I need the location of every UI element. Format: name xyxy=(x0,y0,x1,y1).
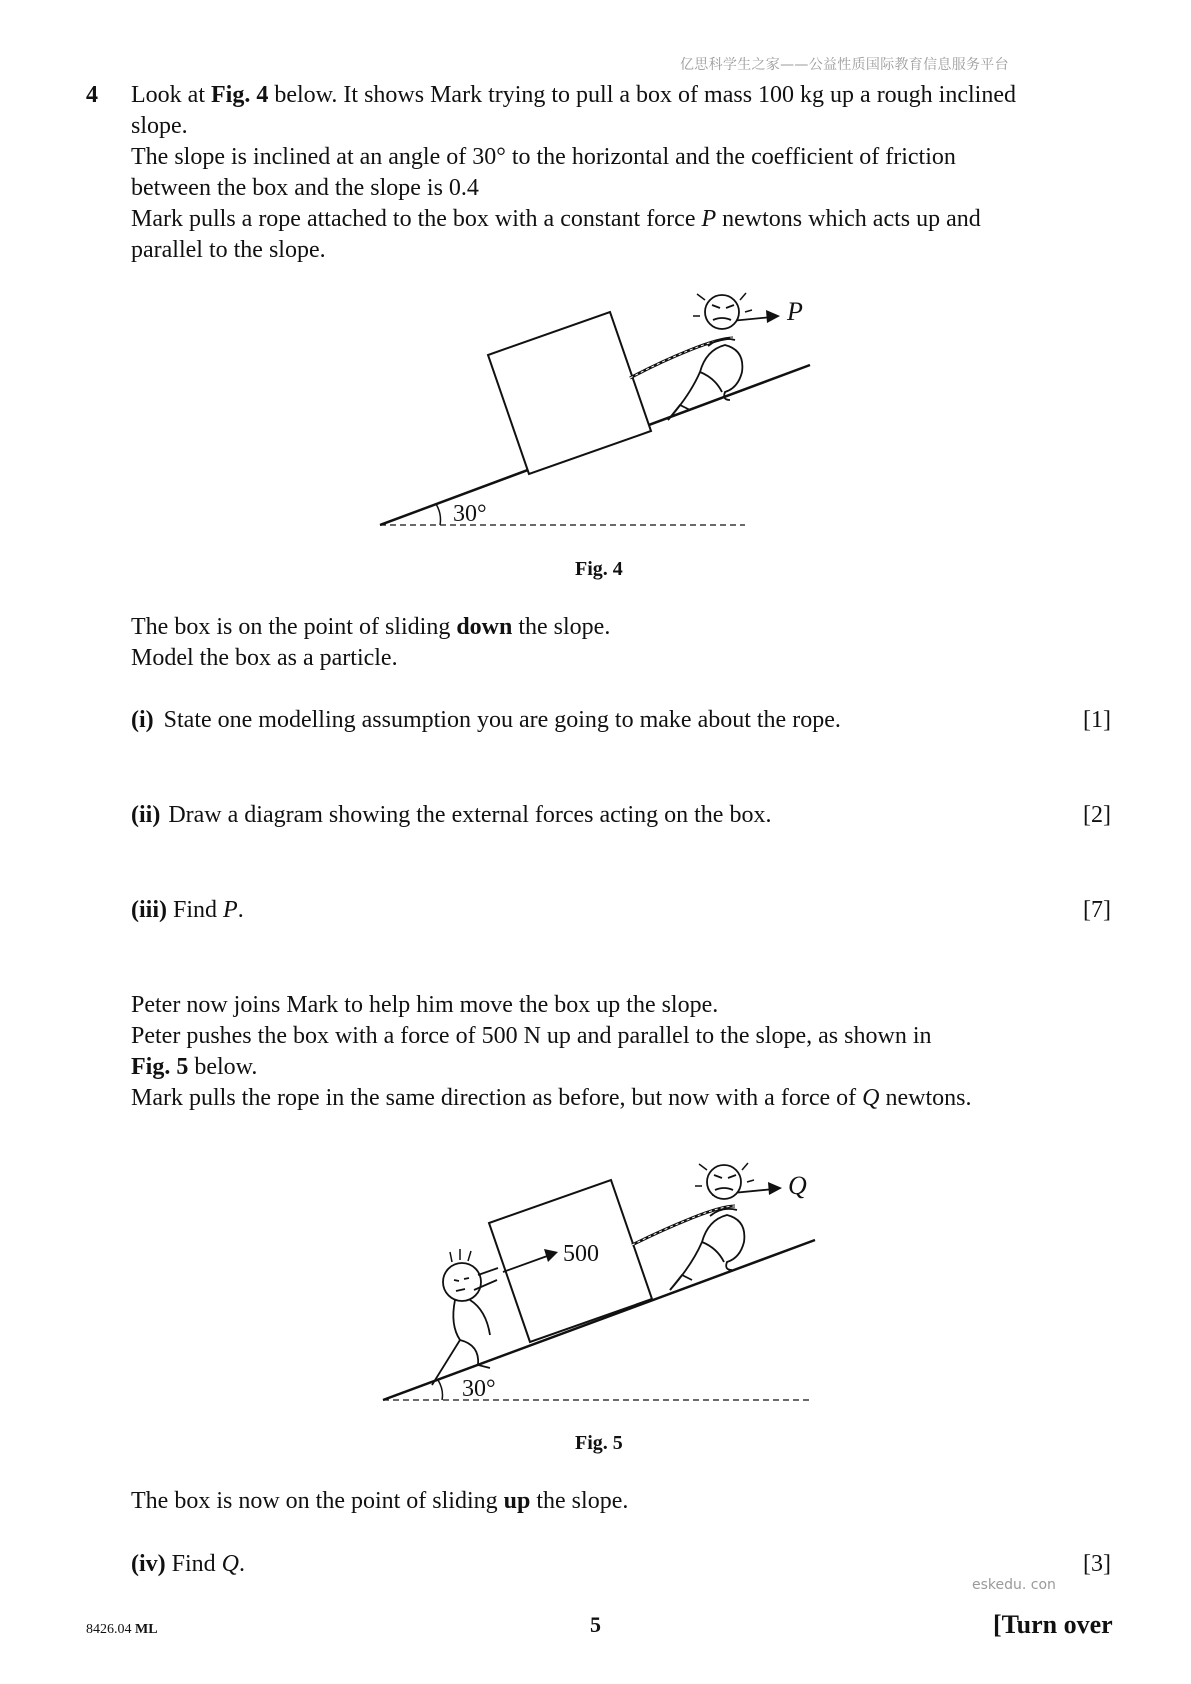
peter-line-2: Peter pushes the box with a force of 500 N up and parallel to the slope, as shown in xyxy=(131,1023,932,1049)
mark-figure-icon xyxy=(670,1163,754,1290)
part-ii-marks: [2] xyxy=(1083,802,1111,828)
intro-line-4: between the box and the slope is 0.4 xyxy=(131,175,479,201)
intro-line-5: Mark pulls a rope attached to the box with a constant force P newtons which acts up and xyxy=(131,206,981,232)
fig5-diagram xyxy=(370,1150,830,1410)
fig4-arrowhead xyxy=(766,310,780,323)
fig4-reference: Fig. 4 xyxy=(210,82,269,108)
intro-line-2: slope. xyxy=(131,113,188,139)
fig5-rope xyxy=(632,1206,735,1245)
question-number: 4 xyxy=(86,82,98,108)
peter-line-4: Mark pulls the rope in the same direction as before, but now with a force of Q newtons. xyxy=(131,1085,972,1111)
part-iv-label: (iv) xyxy=(131,1551,166,1577)
part-ii-label: (ii) xyxy=(131,802,161,828)
turn-over-label: [Turn over xyxy=(993,1610,1113,1639)
peter-line-1: Peter now joins Mark to help him move the box up the slope. xyxy=(131,992,719,1018)
fig4-angle-label: 30° xyxy=(453,501,487,527)
header-watermark: 亿思科学生之家——公益性质国际教育信息服务平台 xyxy=(680,57,1009,73)
intro-line-3: The slope is inclined at an angle of 30° to the horizontal and the coefficient of friction xyxy=(131,144,956,170)
after-fig4-line-2: Model the box as a particle. xyxy=(131,645,398,671)
page-number: 5 xyxy=(590,1612,601,1637)
after-fig4-line-1: The box is on the point of sliding down the slope. xyxy=(131,614,611,640)
fig5-caption: Fig. 5 xyxy=(575,1432,623,1454)
fig5-push-label: 500 xyxy=(563,1241,599,1267)
fig4-diagram xyxy=(360,282,820,532)
part-i-label: (i) xyxy=(131,707,154,733)
part-iv: (iv) Find Q. xyxy=(131,1551,246,1577)
fig4-caption: Fig. 4 xyxy=(575,558,623,580)
fig4-force-label: P xyxy=(787,297,803,326)
fig4-angle-arc xyxy=(436,504,441,525)
part-iv-marks: [3] xyxy=(1083,1551,1111,1577)
fig5-arrowhead xyxy=(768,1182,782,1195)
fig5-force-label: Q xyxy=(788,1171,807,1200)
fig5-angle-label: 30° xyxy=(462,1376,496,1402)
part-iii-marks: [7] xyxy=(1083,897,1111,923)
fig4-rope xyxy=(630,338,733,378)
part-iii-label: (iii) xyxy=(131,897,167,923)
footer-paper-code: 8426.04 ML xyxy=(86,1622,158,1637)
fig5-angle-arc xyxy=(438,1380,443,1400)
peter-figure-icon xyxy=(432,1249,498,1385)
after-fig5-line-1: The box is now on the point of sliding up the slope. xyxy=(131,1488,629,1514)
peter-line-3: Fig. 5 below. xyxy=(131,1054,258,1080)
footer-watermark: eskedu. con xyxy=(972,1577,1056,1593)
fig4-box xyxy=(488,312,651,474)
part-i: (i) State one modelling assumption you are going to make about the rope. xyxy=(131,707,841,733)
part-i-marks: [1] xyxy=(1083,707,1111,733)
fig5-reference: Fig. 5 xyxy=(131,1054,189,1080)
part-ii: (ii) Draw a diagram showing the external forces acting on the box. xyxy=(131,802,772,828)
intro-line-6: parallel to the slope. xyxy=(131,237,326,263)
intro-line-1: Look at Fig. 4 below. It shows Mark trying to pull a box of mass 100 kg up a rough inclined xyxy=(131,82,1016,108)
part-iii: (iii) Find P. xyxy=(131,897,244,923)
